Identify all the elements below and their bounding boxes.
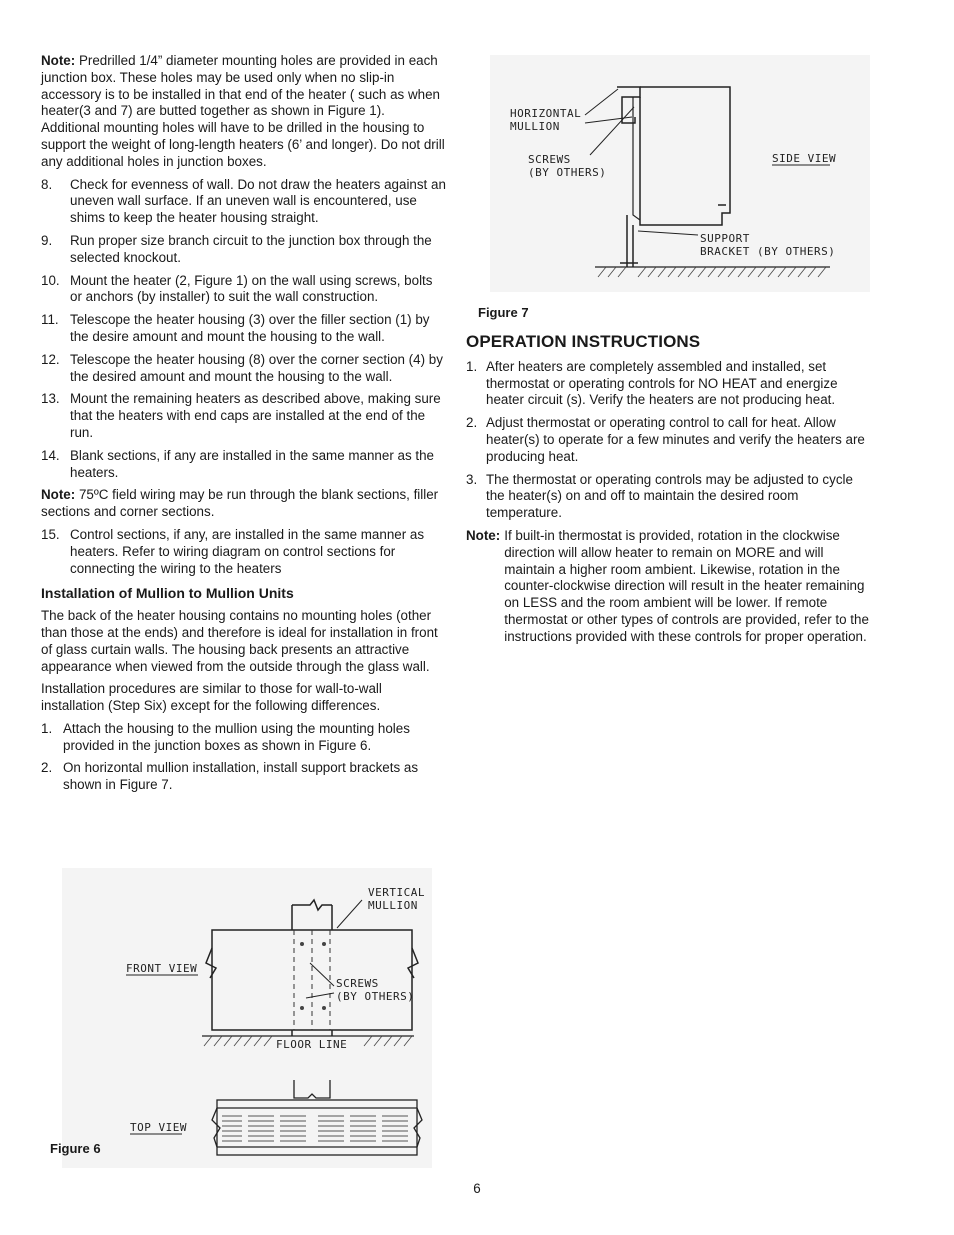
step-text: Mount the remaining heaters as described above, making sure that the heaters with end caps are installed at the end of the run. bbox=[70, 391, 441, 440]
note-text: 75ºC field wiring may be run through the blank sections, filler sections and corner sections. bbox=[41, 487, 439, 520]
section-heading-mullion: Installation of Mullion to Mullion Units bbox=[41, 585, 294, 602]
note-label: Note: bbox=[41, 487, 76, 503]
note-label: Note: bbox=[41, 53, 76, 68]
step-text: Blank sections, if any are installed in the same manner as the heaters. bbox=[70, 447, 434, 480]
label-support: SUPPORT bbox=[700, 232, 750, 245]
support-bracket bbox=[627, 215, 633, 267]
figure-7-diagram bbox=[490, 55, 870, 292]
note-thermostat bbox=[466, 528, 871, 646]
step-text: Control sections, if any, are installed in the same manner as heaters. Refer to wiring diagram on control sections for connecting the wiring to the heaters bbox=[70, 526, 425, 576]
step-text: Check for evenness of wall. Do not draw the heaters against an uneven wall surface. If an uneven wall is encountered, use shims to keep the heater housing straight. bbox=[70, 176, 446, 226]
label-by-others: (BY OTHERS) bbox=[528, 166, 607, 179]
step-text: After heaters are completely assembled and installed, set thermostat or operating controls for NO HEAT and energize heater circuit (s). Verify the heaters are not producing heat. bbox=[486, 358, 838, 408]
note-text: Predrilled 1/4” diameter mounting holes are provided in each junction box. These holes may be used only when no slip-in accessory is to be installed in that end of the heater ( such as when heater(3 and 7) are butted together as shown in Figure 1). Additional mounting holes will have to be drilled in the housing to support the weight of long-length heaters (6’ and longer). Do not drill any additional holes in junction boxes. bbox=[41, 53, 445, 169]
note-mounting-holes bbox=[41, 53, 446, 171]
grille-fins bbox=[222, 1116, 408, 1141]
step-text: Adjust thermostat or operating control to call for heat. Allow heater(s) to operate for a few minutes and verify the heaters are producing heat. bbox=[486, 415, 865, 464]
step-text: Telescope the heater housing (3) over the filler section (1) by the desire amount and mount the housing to the wall. bbox=[70, 312, 430, 344]
heater-housing bbox=[640, 87, 730, 225]
operation-step-3 bbox=[466, 472, 871, 522]
operation-instructions-heading: OPERATION INSTRUCTIONS bbox=[466, 332, 701, 351]
step-number: 11. bbox=[41, 312, 59, 328]
figure-7-caption: Figure 7 bbox=[478, 305, 529, 320]
label-floor-line: FLOOR LINE bbox=[276, 1038, 348, 1051]
step-number: 1. bbox=[466, 358, 478, 374]
label-by-others: (BY OTHERS) bbox=[336, 990, 415, 1003]
paragraph: The back of the heater housing contains no mounting holes (other than those at the ends) and therefore is ideal for installation in front of glass curtain walls. The housing back presents an attractive appearance when viewed from the outside through the glass wall. bbox=[41, 608, 438, 674]
step-text: Run proper size branch circuit to the junction box through the selected knockout. bbox=[70, 232, 432, 265]
step-number: 10. bbox=[41, 272, 60, 288]
note-field-wiring bbox=[41, 487, 446, 521]
step-number: 2. bbox=[41, 760, 53, 776]
label-side-view: SIDE VIEW bbox=[772, 152, 837, 165]
step-text: Mount the heater (2, Figure 1) on the wall using screws, bolts or anchors (by installer) to suit the wall construction. bbox=[70, 272, 433, 305]
label-top-view: TOP VIEW bbox=[130, 1121, 187, 1134]
step-9 bbox=[41, 233, 446, 267]
top-view-drawing bbox=[212, 1080, 422, 1155]
step-10 bbox=[41, 273, 446, 307]
figure-7-svg bbox=[490, 55, 870, 292]
step-8 bbox=[41, 177, 446, 227]
step-13 bbox=[41, 391, 446, 441]
label-mullion: MULLION bbox=[368, 899, 418, 912]
step-number: 1. bbox=[41, 720, 53, 736]
step-text: The thermostat or operating controls may be adjusted to cycle the heater(s) on and off to maintain the desired room temperature. bbox=[486, 471, 853, 521]
page-number: 6 bbox=[473, 1181, 481, 1196]
note-label: Note: bbox=[466, 527, 501, 543]
step-12 bbox=[41, 352, 446, 386]
left-column bbox=[41, 53, 446, 800]
step-number: 3. bbox=[466, 471, 478, 487]
step-text: Telescope the heater housing (8) over the corner section (4) by the desired amount and mount the housing to the wall. bbox=[70, 351, 443, 384]
step-number: 8. bbox=[41, 176, 53, 192]
operation-step-1 bbox=[466, 359, 871, 409]
step-number: 12. bbox=[41, 351, 60, 367]
mullion-step-1 bbox=[41, 721, 446, 755]
label-vertical: VERTICAL bbox=[368, 886, 425, 899]
step-number: 9. bbox=[41, 232, 53, 248]
note-text: If built-in thermostat is provided, rotation in the clockwise direction will allow heater to remain on MORE and will maintain a higher room ambient. Likewise, rotation in the counter-clockwise direction will result in the heater remaining on LESS and the room ambient will be lower. If remote thermostat or other types of controls are provided, refer to the instructions provided with these controls for proper operation. bbox=[504, 527, 869, 644]
step-number: 15. bbox=[41, 526, 60, 542]
step-number: 14. bbox=[41, 447, 60, 463]
right-column bbox=[466, 334, 871, 652]
label-screws: SCREWS bbox=[336, 977, 379, 990]
step-number: 13. bbox=[41, 391, 60, 407]
paragraph: Installation procedures are similar to those for wall-to-wall installation (Step Six) except for the following differences. bbox=[41, 681, 382, 714]
label-front-view: FRONT VIEW bbox=[126, 962, 198, 975]
step-text: On horizontal mullion installation, install support brackets as shown in Figure 7. bbox=[63, 760, 419, 793]
step-text: Attach the housing to the mullion using the mounting holes provided in the junction boxes as shown in Figure 6. bbox=[63, 720, 410, 753]
step-number: 2. bbox=[466, 415, 478, 431]
label-screws: SCREWS bbox=[528, 153, 571, 166]
label-horizontal: HORIZONTAL bbox=[510, 107, 582, 120]
figure-6-diagram bbox=[62, 868, 432, 1168]
step-15 bbox=[41, 527, 446, 577]
label-bracket: BRACKET (BY OTHERS) bbox=[700, 245, 836, 258]
operation-step-2 bbox=[466, 415, 871, 465]
label-mullion: MULLION bbox=[510, 120, 560, 133]
step-14 bbox=[41, 448, 446, 482]
figure-6-svg bbox=[62, 868, 432, 1168]
figure-6-caption: Figure 6 bbox=[50, 1141, 101, 1156]
step-11 bbox=[41, 312, 446, 346]
mullion-step-2 bbox=[41, 760, 446, 794]
